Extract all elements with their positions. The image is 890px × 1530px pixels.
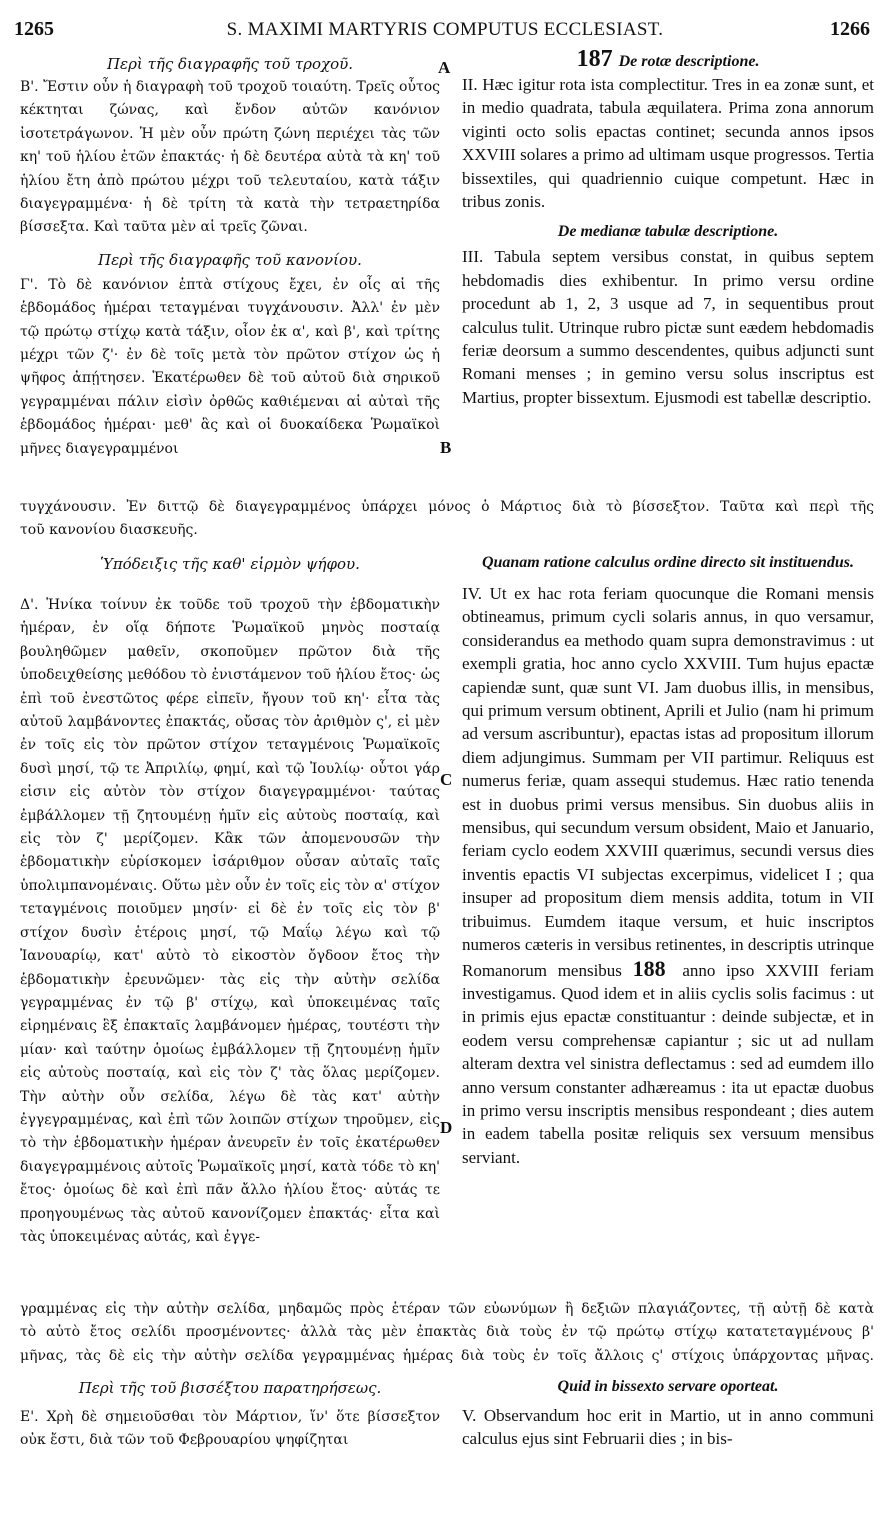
margin-letter-a: A	[438, 58, 451, 77]
greek-column-middle	[20, 552, 440, 1249]
margin-letter-d: D	[440, 1118, 453, 1137]
latin-heading-rota-text: De rotæ descriptione.	[618, 53, 760, 70]
latin-paragraph-2: II. Hæc igitur rota ista complectitur. Tres in ea zonæ sunt, et in medio quadrata, tabula æquilatera. Prima zona annorum viginti octo solis epactas continet; secunda annos ipsos XXVIII solares a primo ad ultimam usque progressos. Tertia bissextiles, qui quadriennio cuique competunt. Hæc in tribus zonis.	[462, 75, 874, 212]
page-number-left: 1265	[14, 18, 54, 40]
greek-fullwidth-continuation-2	[20, 1298, 874, 1368]
greek-heading-hypodeixis: Ὑπόδειξις τῆς καθ' εἱρμὸν ψήφου.	[100, 555, 360, 573]
greek-paragraph-2: Β'. Ἔστιν οὖν ἡ διαγραφὴ τοῦ τροχοῦ τοιαύτη. Τρεῖς οὗτος κέκτηται ζώνας, καὶ ἔνδον αὐτῶν κανόνιον ἰσοτετράγωνον. Ἡ μὲν οὖν πρώτη ζώνη περιέχει τὰς τῶν κη' τοῦ ἡλίου ἐτῶν ἐπακτάς· ἡ δὲ δευτέρα αὐτὰ τὰ κη' τοῦ ἡλίου ἔτη ἀπὸ πρώτου μέχρι τοῦ τελευταίου, κατὰ τάξιν διαγεγραμμένα· ἡ δὲ τρίτη τὰ κατὰ τὴν τετραετηρίδα βίσσεξτα. Καὶ ταῦτα μὲν αἱ τρεῖς ζῶναι.	[20, 79, 440, 236]
latin-paragraph-4a: IV. Ut ex hac rota feriam quocunque die Romani mensis obtineamus, primum cycli solaris annus, in quo versamur, considerandus ea methodo quam supra demonstravimus : ut exempli gratia, hoc anno cyclo XXVIII. Tum hujus epactæ capiendæ sunt, quæ sunt VI. Jam duobus illis, in mensibus, qui primum versum obtinent, Aprili et Julio (nam hi primum ad versum ascribuntur), epactas istas ad propositum illorum diem adjungimus. Summam per VII partimur. Reliquus est numerus feriæ, quam assequi studemus. Hæc ratio tenenda est in duobus primi versus mensibus. Sin duobus aliis in mensibus, qui secundum versum obsident, Maio et Januario, feriam cyclo eodem XXVIII quærimus, secundi versus dies inventis epactis VI subjectas excerpimus, videlicet I ; qua insuper ad propositum diem mensis addita, totum in VII tribuimus. Eumdem itaque versum, et huic inscriptos numeros cæteris in versibus retinentes, in descriptis utrinque Romanorum mensibus	[462, 584, 874, 980]
latin-column-bottom	[462, 1376, 874, 1451]
greek-heading-kanonion: Περὶ τῆς διαγραφῆς τοῦ κανονίου.	[98, 250, 362, 269]
greek-column-bottom	[20, 1376, 440, 1453]
margin-letter-b: B	[440, 438, 452, 457]
column-number-188: 188	[632, 955, 666, 981]
greek-full-line: τὸ αὐτὸ ἔτος σελίδι προσμένοντες· ἀλλὰ τὰς μὲν ἐπακτὰς διὰ τοὺς ἐν τῷ πρώτῳ στίχῳ κατατεταγμένους β'	[20, 1324, 874, 1341]
latin-paragraph-4b: anno ipso XXVIII feriam investigamus. Quod idem et in aliis cyclis solis facimus : ut in primis ejus epactæ constituantur : deinde subjectæ, et in eodem versu comprehensæ capiantur ; sic ut ad nullam alteram dextra vel sinistra deflectamus : sed ad eumdem illo anno versum constanter adhæreamus : ita ut epactæ duobus in primo versu inscriptis mensibus respondeant ; dies autem in eadem tabella positæ reliquis sex versuum mensibus serviant.	[462, 960, 874, 1167]
column-number-187: 187	[576, 46, 613, 72]
latin-heading-ratio: Quanam ratione calculus ordine directo sit instituendus.	[481, 554, 855, 571]
greek-full-line: μῆνας, τὰς δὲ εἰς τὴν αὐτὴν σελίδα γεγραμμένας ἡμέρας διὰ τοὺς ἐν τοῖς ἄλλοις ς' στίχοις ὑπάρχοντας μῆνας.	[20, 1347, 874, 1364]
greek-fullwidth-continuation-1	[20, 496, 874, 543]
greek-paragraph-5: Ε'. Χρὴ δὲ σημειοῦσθαι τὸν Μάρτιον, ἵν' ὅτε βίσσεξτον οὐκ ἔστι, διὰ τῶν τοῦ Φεβρουαρίου ψηφίζηται	[20, 1409, 440, 1449]
greek-paragraph-4: Δ'. Ἡνίκα τοίνυν ἐκ τοῦδε τοῦ τροχοῦ τὴν ἑβδοματικὴν ἡμέραν, ἐν οἵᾳ δήποτε Ῥωμαϊκοῦ μηνὸς ποσταίᾳ βουληθῶμεν μαθεῖν, σκοποῦμεν πρῶτον διὰ τῆς ὑποδειχθείσης μεθόδου τὸ ἐνιστάμενον τοῦ ἡλίου ἔτος· ὡς ἐπὶ τοῦ ἐνεστῶτος φέρε εἰπεῖν, ἤγουν τοῦ κη'· εἶτα τὰς αὐτοῦ λαμβάνοντες ἐπακτάς, οὔσας τὸν ἀριθμὸν ς', εἰ μὲν ἐν τοῖς εἰς τὸν πρῶτον στίχον τεταγμένοις Ῥωμαϊκοῖς δυσὶ μησί, τῷ τε Ἀπριλίῳ, φημί, καὶ τῷ Ἰουλίῳ· οὗτοι γάρ εἰσιν εἰς αὐτὸν τὸν στίχον διαγεγραμμένοι· ταύτας ἐμβάλλομεν τῇ ζητουμένῃ ἡμῖν εἰς αὐτοὺς ποσταίᾳ, καὶ εἰς τὸν ζ' μερίζομεν. Κἂκ τῶν ἀπομενουσῶν τὴν ἑβδοματικὴν εὑρίσκομεν ἰσάριθμον οὖσαν αὐταῖς ταῖς ὑπολιμπανομέναις. Οὕτω μὲν οὖν ἐν τοῖς εἰς τὸν α' στίχον τεταγμένοις ποιοῦμεν μησίν· εἰ δὲ ἐν τοῖς εἰς τὸν β' στίχον δυσὶν ἑτέροις μησί, τῷ Μαΐῳ λέγω καὶ τῷ Ἰανουαρίῳ, κατ' αὐτὸ τὸ εἰκοστὸν ὄγδοον ἔτος τὴν ἑβδοματικὴν ἐρευνῶμεν· τὰς εἰς τὴν αὐτὴν σελίδα γεγραμμένας ἐν τῷ β' στίχῳ, καὶ ὑποκειμένας ταῖς εἰρημέναις ἓξ ἐπακταῖς λαμβάνομεν ἡμέρας, τουτέστι τὴν μίαν· καὶ ταύτην ὁμοίως ἐμβάλλομεν τῇ ζητουμένῃ ἡμῖν εἰς αὐτοὺς ποσταίᾳ, καὶ εἰς τὸν ζ' τὰς ὅλας μερίζομεν. Τὴν αὐτὴν οὖν σελίδα, λέγω δὲ τὰς κατ' αὐτὴν ἐγγεγραμμένας, καὶ ἐπὶ τῶν λοιπῶν στίχων τηροῦμεν, εἰς τὸ τὴν ἑβδοματικὴν ἡμέραν ἀνευρεῖν ἐν τοῖς ἑκατέρωθεν διαγεγραμμένοις αὐτοῖς Ῥωμαϊκοῖς μησί, κατὰ τόδε τὸ κη' ἔτος· ὁμοίως δὲ καὶ ἐπὶ πᾶν ἄλλο ἡλίου ἔτος· αὐτάς τε προηγουμένως τὰς αὐτοῦ κανονίζομεν ἐπακτάς· εἶτα καὶ τὰς ὑποκειμένας αὐτάς, καὶ ἐγγε-	[20, 597, 440, 1245]
latin-column-top	[462, 46, 874, 409]
latin-paragraph-3: III. Tabula septem versibus constat, in quibus septem hebdomadis dies exhibentur. In primo versu ordine procedunt ab 1, 2, 3 usque ad 7, in sequentibus prout calculus tulit. Utrinque rubro pictæ sunt eædem hebdomadis feriæ deorsum a summo descendentes, quibus adjuncti sunt Romani menses ; in gemino versu solus inscriptus est Martius, propter bissextum. Ejusmodi est tabellæ descriptio.	[462, 247, 874, 407]
greek-paragraph-3: Γ'. Τὸ δὲ κανόνιον ἑπτὰ στίχους ἔχει, ἐν οἷς αἱ τῆς ἑβδομάδος ἡμέραι τεταγμέναι τυγχάνουσιν. Ἀλλ' ἐν μὲν τῷ πρώτῳ στίχῳ κατὰ τάξιν, οἷον ἐκ α', καὶ β', καὶ τρίτης μέχρι τῶν ζ'· ἐν δὲ τοῖς μετὰ τὸν πρῶτον στίχον ὡς ἡ ψῆφος ἀπῄτησεν. Ἑκατέρωθεν δὲ τοῦ αὐτοῦ διὰ σηρικοῦ γεγραμμέναι πάλιν εἰσὶν ὀρθῶς καθιέμεναι αἱ αὐταὶ τῆς ἑβδομάδος ἡμέραι· μεθ' ἃς καὶ οἱ δυοκαίδεκα Ῥωμαϊκοὶ μῆνες διαγεγραμμένοι	[20, 276, 440, 457]
latin-heading-tabula: De medianæ tabulæ descriptione.	[557, 223, 779, 241]
greek-heading-rota: Περὶ τῆς διαγραφῆς τοῦ τροχοῦ.	[106, 55, 354, 73]
running-header	[0, 8, 890, 42]
page-number-right: 1266	[830, 18, 870, 40]
running-title: S. MAXIMI MARTYRIS COMPUTUS ECCLESIAST.	[226, 19, 664, 40]
latin-heading-bissexto: Quid in bissexto servare oporteat.	[557, 1378, 779, 1395]
greek-full-line: γραμμένας εἰς τὴν αὐτὴν σελίδα, μηδαμῶς πρὸς ἑτέραν τῶν εὐωνύμων ἢ δεξιῶν πλαγιάζοντες, τῇ αὐτῇ δὲ κατὰ	[20, 1301, 874, 1317]
latin-paragraph-4	[462, 582, 874, 1169]
greek-full-line: τοῦ κανονίου διασκευῆς.	[20, 522, 198, 539]
latin-column-middle	[462, 552, 874, 1169]
latin-paragraph-5: V. Observandum hoc erit in Martio, ut in anno communi calculus ejus sint Februarii dies ; in bis-	[462, 1406, 874, 1449]
latin-heading-rota	[462, 48, 874, 73]
greek-heading-bissextos: Περὶ τῆς τοῦ βισσέξτου παρατηρήσεως.	[78, 1379, 382, 1397]
margin-letter-c: C	[440, 770, 453, 789]
greek-column-top	[20, 46, 440, 461]
greek-full-line: τυγχάνουσιν. Ἐν διττῷ δὲ διαγεγραμμένος ὑπάρχει μόνος ὁ Μάρτιος διὰ τὸ βίσσεξτον. Ταῦτα καὶ περὶ τῆς	[20, 499, 874, 515]
